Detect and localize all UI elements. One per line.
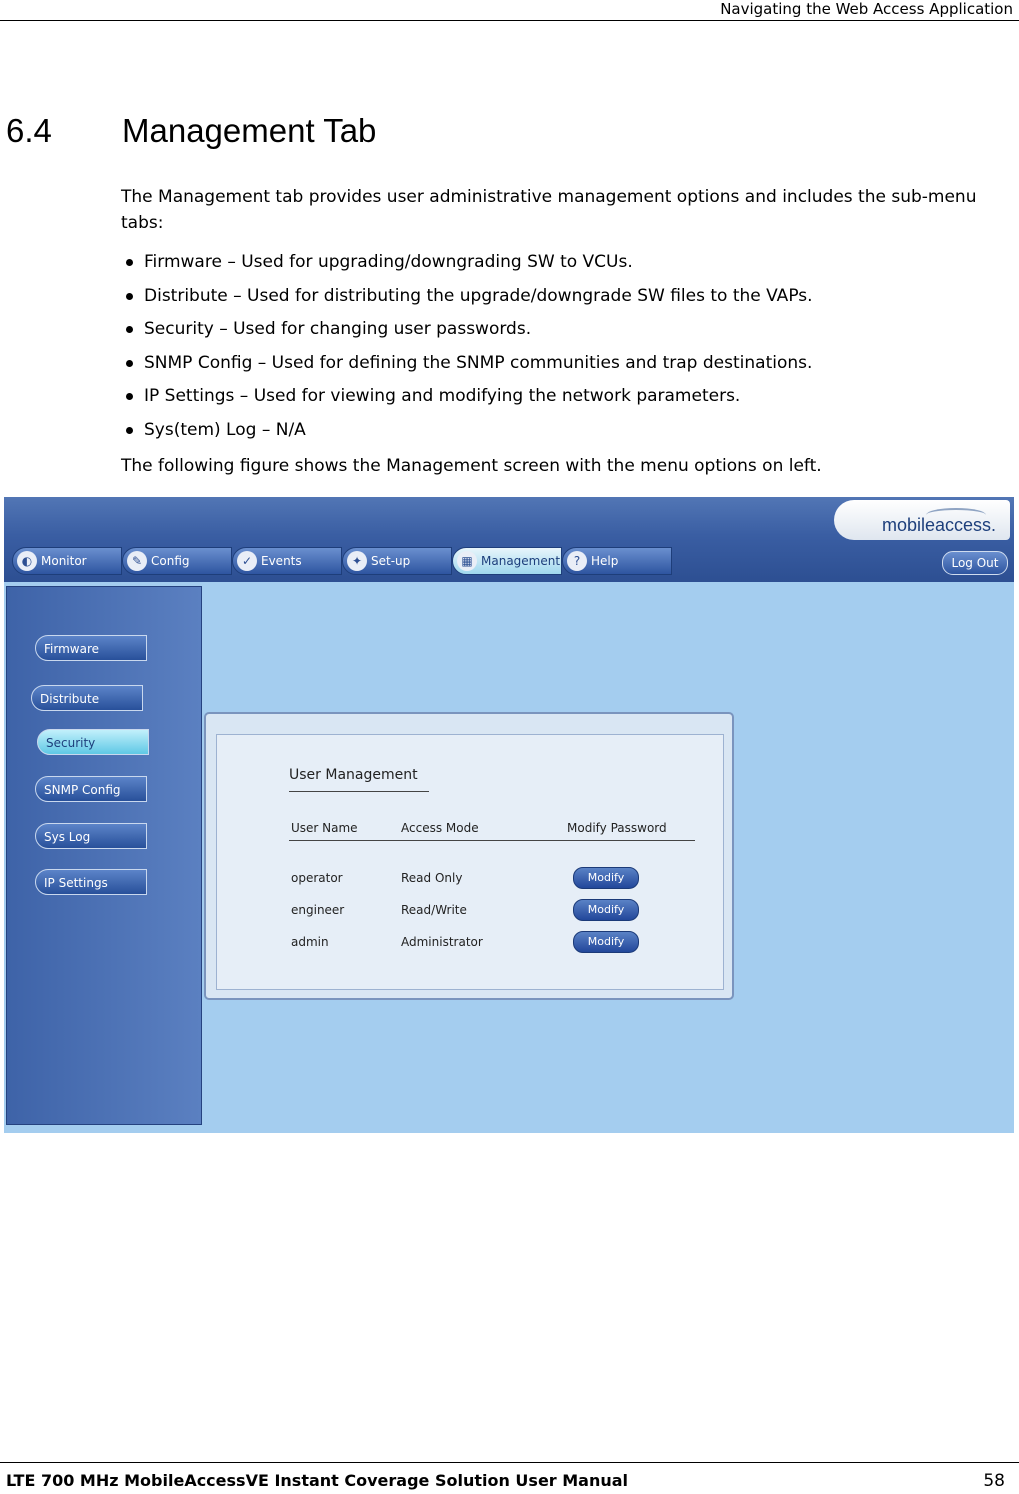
bullet-item: SNMP Config – Used for defining the SNMP communities and trap destinations. (121, 350, 813, 384)
section-number: 6.4 (6, 112, 52, 149)
modify-button-operator[interactable]: Modify (573, 867, 639, 889)
footer-title: LTE 700 MHz MobileAccessVE Instant Coverage Solution User Manual (6, 1471, 629, 1490)
user-name-cell: engineer (291, 903, 345, 917)
footer-rule (0, 1462, 1019, 1463)
side-item-security[interactable]: Security (37, 729, 149, 755)
tab-label: Management (481, 554, 561, 568)
panel-title: User Management (289, 767, 418, 783)
header-rule (0, 20, 1019, 21)
panel-body (216, 734, 724, 990)
column-header-modify-password: Modify Password (567, 821, 667, 835)
column-header-access-mode: Access Mode (401, 821, 479, 835)
section-title: Management Tab (122, 112, 377, 149)
header-underline (289, 840, 695, 841)
user-name-cell: operator (291, 871, 343, 885)
submenu-bullet-list (121, 249, 813, 451)
tab-monitor[interactable] (12, 547, 122, 575)
management-screenshot (4, 497, 1014, 1133)
page-number: 58 (983, 1471, 1005, 1491)
events-icon: ✓ (237, 551, 257, 571)
top-banner (4, 497, 1014, 582)
tab-events[interactable] (232, 547, 342, 575)
wrench-icon: ✎ (127, 551, 147, 571)
access-mode-cell: Administrator (401, 935, 483, 949)
running-header: Navigating the Web Access Application (720, 0, 1013, 18)
section-heading (6, 112, 376, 150)
tab-help[interactable] (562, 547, 672, 575)
side-item-snmp-config[interactable]: SNMP Config (35, 776, 147, 802)
side-menu (6, 586, 202, 1125)
user-name-cell: admin (291, 935, 329, 949)
column-header-user-name: User Name (291, 821, 358, 835)
monitor-icon: ◐ (17, 551, 37, 571)
tab-management[interactable] (452, 547, 562, 575)
bullet-item: Firmware – Used for upgrading/downgrading SW to VCUs. (121, 249, 813, 283)
figure-caption: The following figure shows the Management screen with the menu options on left. (121, 456, 822, 476)
tab-config[interactable] (122, 547, 232, 575)
logout-button[interactable]: Log Out (942, 551, 1008, 575)
side-item-distribute[interactable]: Distribute (31, 685, 143, 711)
tab-label: Config (151, 554, 190, 568)
tab-label: Monitor (41, 554, 87, 568)
access-mode-cell: Read/Write (401, 903, 467, 917)
modify-button-admin[interactable]: Modify (573, 931, 639, 953)
wand-icon: ✦ (347, 551, 367, 571)
user-management-panel (204, 712, 734, 1000)
content-area (4, 582, 1014, 1133)
title-underline (289, 791, 429, 792)
bullet-item: Sys(tem) Log – N/A (121, 417, 813, 451)
tab-label: Events (261, 554, 302, 568)
bullet-item: Distribute – Used for distributing the upgrade/downgrade SW files to the VAPs. (121, 283, 813, 317)
tab-label: Set-up (371, 554, 411, 568)
side-item-sys-log[interactable]: Sys Log (35, 823, 147, 849)
access-mode-cell: Read Only (401, 871, 463, 885)
modify-button-engineer[interactable]: Modify (573, 899, 639, 921)
bullet-item: Security – Used for changing user passwords. (121, 316, 813, 350)
side-item-ip-settings[interactable]: IP Settings (35, 869, 147, 895)
mobileaccess-logo (834, 500, 1010, 540)
help-book-icon: ? (567, 551, 587, 571)
management-icon: ▦ (457, 551, 477, 571)
logo-text: mobileaccess. (881, 515, 996, 535)
bullet-item: IP Settings – Used for viewing and modifying the network parameters. (121, 383, 813, 417)
side-item-firmware[interactable]: Firmware (35, 635, 147, 661)
intro-paragraph: The Management tab provides user administrative management options and includes the sub-menu tabs: (121, 187, 977, 233)
tab-label: Help (591, 554, 619, 568)
tab-setup[interactable] (342, 547, 452, 575)
